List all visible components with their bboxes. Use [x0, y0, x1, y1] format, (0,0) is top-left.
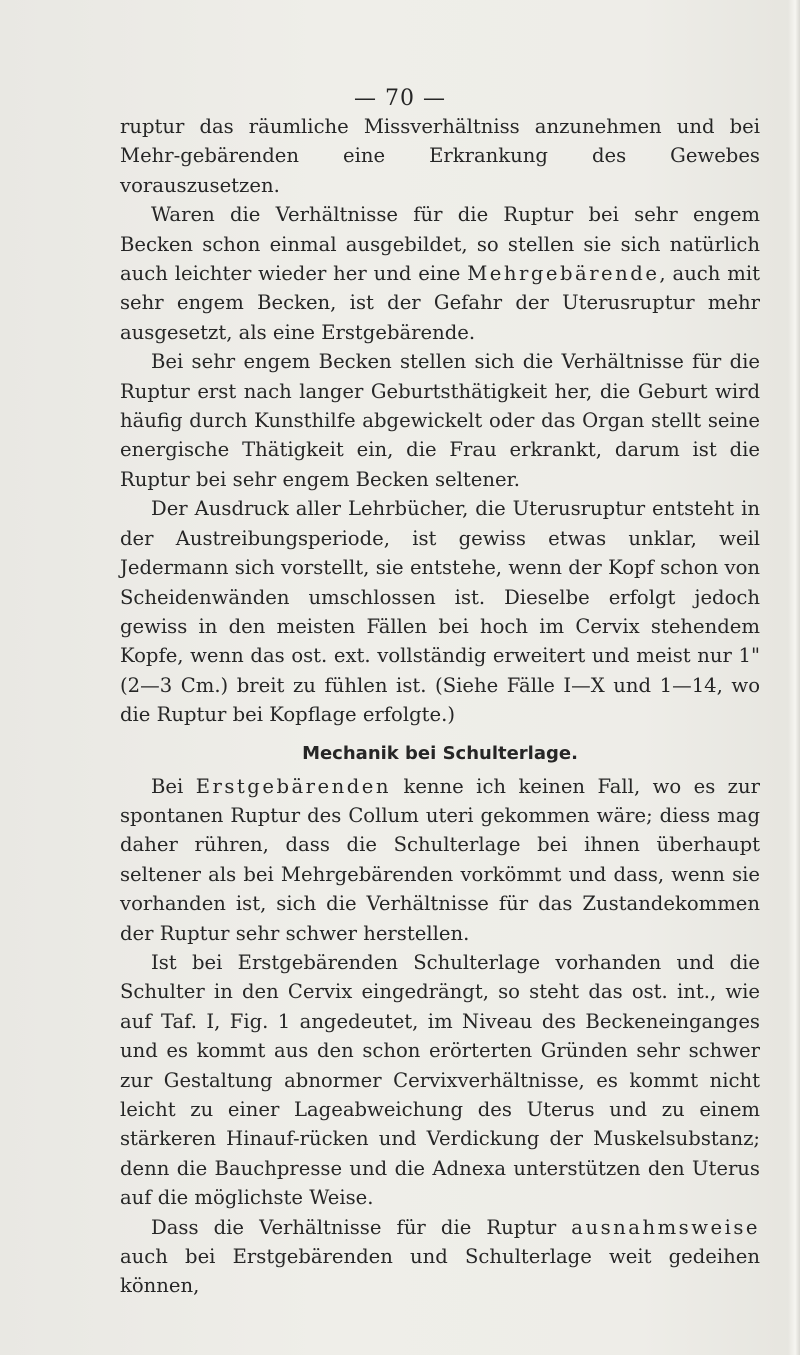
section-heading: Mechanik bei Schulterlage.: [302, 742, 578, 764]
emphasis-ausnahmsweise: ausnahmsweise: [571, 1215, 760, 1239]
paragraph-7-part-b: auch bei Erstgebärenden und Schulterlage weit gedeihen können,: [120, 1245, 760, 1298]
paragraph-7: [120, 1213, 760, 1301]
paragraph-1: ruptur das räumliche Missverhältniss anzunehmen und bei Mehr-gebärenden eine Erkrankung des Gewebes vorauszusetzen.: [120, 115, 760, 197]
page-edge: [788, 0, 800, 1355]
paragraph-5-part-b: kenne ich keinen Fall, wo es zur spontanen Ruptur des Collum uteri gekommen wäre; diess mag daher rühren, dass die Schulterlage bei ihnen überhaupt seltener als bei Mehrgebärenden vorkömmt und dass, wenn sie vorhanden ist, sich die Verhältnisse für das Zustandekommen der Ruptur sehr schwer herstellen.: [120, 774, 760, 945]
paragraph-2-part-b: , auch mit sehr engem Becken, ist der Gefahr der Uterusruptur mehr ausgesetzt, als eine Erstgebärende.: [120, 262, 760, 344]
paragraph-5: [120, 772, 760, 948]
body-text: [120, 112, 760, 1301]
paragraph-2: [120, 200, 760, 347]
paragraph-6: Ist bei Erstgebärenden Schulterlage vorhanden und die Schulter in den Cervix eingedrängt, so steht das ost. int., wie auf Taf. I, Fig. 1 angedeutet, im Niveau des Beckeneinganges und es kommt aus den schon erörterten Gründen sehr schwer zur Gestaltung abnormer Cervixverhältnisse, es kommt nicht leicht zu einer Lageabweichung des Uterus und zu einem stärkeren Hinauf-rücken und Verdickung der Muskelsubstanz; denn die Bauchpresse und die Adnexa unterstützen den Uterus auf die möglichste Weise.: [120, 950, 760, 1210]
emphasis-erstgebaerenden: Erstgebärenden: [195, 774, 392, 798]
paragraph-7-part-a: Dass die Verhältnisse für die Ruptur: [151, 1215, 557, 1239]
paragraph-3: Bei sehr engem Becken stellen sich die Verhältnisse für die Ruptur erst nach langer Geburtsthätigkeit her, die Geburt wird häufig durch Kunsthilfe abgewickelt oder das Organ stellt seine energische Thätigkeit ein, die Frau erkrankt, darum ist die Ruptur bei sehr engem Becken seltener.: [120, 350, 760, 491]
paragraph-4: Der Ausdruck aller Lehrbücher, die Uterusruptur entsteht in der Austreibungsperiode, ist gewiss etwas unklar, weil Jedermann sich vorstellt, sie entstehe, wenn der Kopf schon von Scheidenwänden umschlossen ist. Dieselbe erfolgt jedoch gewiss in den meisten Fällen bei hoch im Cervix stehendem Kopfe, wenn das ost. ext. vollständig erweitert und meist nur 1" (2—3 Cm.) breit zu fühlen ist. (Siehe Fälle I—X und 1—14, wo die Ruptur bei Kopflage erfolgte.): [120, 497, 760, 727]
emphasis-mehrgebaerende: Mehrgebärende: [467, 262, 660, 286]
paragraph-2-part-a: Waren die Verhältnisse für die Ruptur bei sehr engem Becken schon einmal ausgebildet, so stellen sie sich natürlich auch leichter wieder her und eine: [120, 203, 760, 286]
page-number: — 70 —: [354, 86, 446, 111]
paragraph-5-part-a: Bei: [151, 774, 184, 798]
